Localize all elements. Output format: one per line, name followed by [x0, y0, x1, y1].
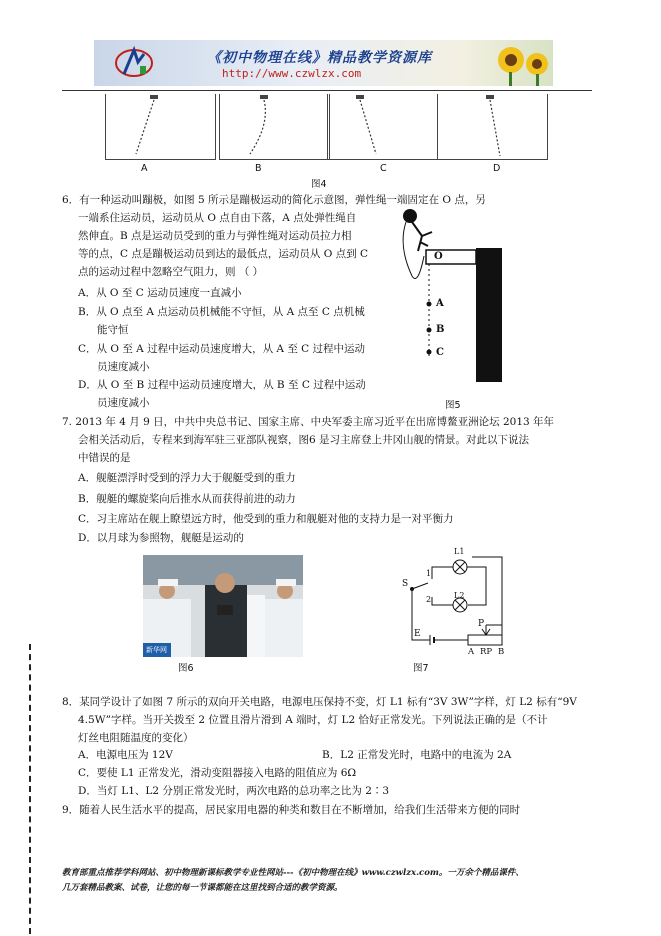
pendulum-b-icon — [220, 94, 331, 160]
figure6-photo — [143, 555, 303, 657]
q6-line: 等的点，C 点是蹦极运动员到达的最低点，运动员从 O 点到 C — [78, 248, 369, 260]
navy-officers-photo-icon — [143, 555, 303, 657]
figure7-circuit — [398, 545, 518, 660]
q6-option-a: A．从 O 至 C 运动员速度一直减小 — [78, 287, 242, 299]
figure4-label-c: C — [380, 163, 387, 174]
header-banner — [94, 40, 553, 86]
figure4-label-d: D — [493, 163, 501, 174]
pendulum-d-icon — [438, 94, 549, 160]
q6-option-d-cont: 员速度减小 — [97, 397, 150, 409]
logo-icon — [114, 44, 154, 82]
figure7-label-1: 1 — [426, 569, 432, 578]
q6-line: 点的运动过程中忽略空气阻力，则 （ ） — [78, 266, 264, 278]
figure5-caption: 图5 — [445, 400, 461, 411]
q7-option-c: C．习主席站在舰上瞭望远方时，他受到的重力和舰艇对他的支持力是一对平衡力 — [78, 513, 454, 525]
q6-line: 一端系住运动员，运动员从 O 点自由下落，A 点处弹性绳自 — [78, 212, 357, 224]
q7-line: 会相关活动后，专程来到海军驻三亚部队视察，图6 是习主席登上井冈山舰的情景。对此以下说法 — [78, 434, 530, 446]
figure7-label-rp: RP — [480, 647, 493, 657]
figure7-label-e: E — [414, 629, 421, 639]
q6-option-b-cont: 能守恒 — [97, 324, 129, 336]
q8-line: 8．某同学设计了如图 7 所示的双向开关电路，电源电压保持不变，灯 L1 标有“3V 3W”字样，灯 L2 标有“9V — [62, 696, 577, 708]
q8-line: 4.5W”字样。当开关拨至 2 位置且滑片滑到 A 端时，灯 L2 恰好正常发光。下列说法正确的是（不计 — [78, 714, 548, 726]
figure7-label-p: P — [478, 619, 485, 629]
circuit-diagram-icon — [398, 545, 518, 660]
q7-option-a: A．舰艇漂浮时受到的浮力大于舰艇受到的重力 — [78, 472, 296, 484]
footer-line: 几万套精品教案、试卷，让您的每一节课都能在这里找到合适的教学资源。 — [62, 883, 343, 893]
q6-option-c: C．从 O 至 A 过程中运动员速度增大，从 A 至 C 过程中运动 — [78, 343, 366, 355]
figure7-label-s: S — [402, 579, 409, 589]
figure4-caption: 图4 — [311, 179, 327, 190]
figure4-panel-c — [327, 94, 438, 160]
binding-margin-dashes — [29, 644, 31, 934]
pendulum-c-icon — [328, 94, 439, 160]
banner-title: 《初中物理在线》精品教学资源库 — [207, 50, 432, 66]
q8-option-d: D．当灯 L1、L2 分别正常发光时，两次电路的总功率之比为 2∶3 — [78, 785, 390, 797]
q8-option-b: B．L2 正常发光时，电路中的电流为 2A — [322, 749, 512, 761]
figure5-label-a: A — [436, 298, 444, 309]
q6-option-b: B．从 O 点至 A 点运动员机械能不守恒，从 A 点至 C 点机械 — [78, 306, 365, 318]
figure6-watermark: 新华网 — [146, 646, 167, 654]
figure5-label-b: B — [436, 324, 445, 335]
figure4-panel-b — [219, 94, 330, 160]
q6-line: 6．有一种运动叫蹦极，如图 5 所示是蹦极运动的简化示意图，弹性绳一端固定在 O 点，另 — [62, 194, 486, 206]
figure7-caption: 图7 — [413, 663, 429, 674]
figure4-panel-d — [437, 94, 548, 160]
figure4-label-a: A — [141, 163, 148, 174]
figure7-label-a: A — [468, 647, 475, 657]
q8-option-a: A．电源电压为 12V — [78, 749, 173, 761]
q9-line: 9．随着人民生活水平的提高，居民家用电器的种类和数目在不断增加，给我们生活带来方便的同时 — [62, 804, 521, 816]
figure7-label-b: B — [498, 647, 505, 657]
header-divider — [62, 90, 592, 91]
q8-line: 灯丝电阻随温度的变化） — [78, 732, 194, 744]
q6-option-d: D．从 O 至 B 过程中运动员速度增大，从 B 至 C 过程中运动 — [78, 379, 366, 391]
figure4-label-b: B — [255, 163, 262, 174]
figure7-label-l1: L1 — [454, 547, 465, 556]
bungee-jumper-icon — [398, 206, 508, 386]
figure7-label-l2: L2 — [454, 591, 465, 600]
figure5-label-c: C — [436, 347, 444, 358]
q7-line: 7. 2013 年 4 月 9 日，中共中央总书记、国家主席、中央军委主席习近平在出席博鳌亚洲论坛 2013 年年 — [62, 416, 555, 428]
q6-option-c-cont: 员速度减小 — [97, 361, 150, 373]
banner-url: http://www.czwlzx.com — [222, 67, 362, 80]
q8-option-c: C．要使 L1 正常发光，滑动变阻器接入电路的阻值应为 6Ω — [78, 767, 357, 779]
figure5-label-o: O — [434, 251, 443, 262]
figure5-diagram — [398, 206, 508, 386]
figure7-label-2: 2 — [426, 595, 432, 604]
pendulum-a-icon — [106, 94, 217, 160]
q7-option-b: B．舰艇的螺旋桨向后推水从而获得前进的动力 — [78, 493, 296, 505]
q7-option-d: D．以月球为参照物，舰艇是运动的 — [78, 532, 244, 544]
footer-line: 教育部重点推荐学科网站、初中物理新课标教学专业性网站---《初中物理在线》www.czwlzx.com。一万余个精品课件、 — [62, 868, 524, 878]
q6-line: 然伸直。B 点是运动员受到的重力与弹性绳对运动员拉力相 — [78, 230, 352, 242]
figure6-caption: 图6 — [178, 663, 194, 674]
q7-line: 中错误的是 — [78, 452, 131, 464]
figure4-panel-a — [105, 94, 216, 160]
sunflower-icon — [489, 42, 553, 86]
